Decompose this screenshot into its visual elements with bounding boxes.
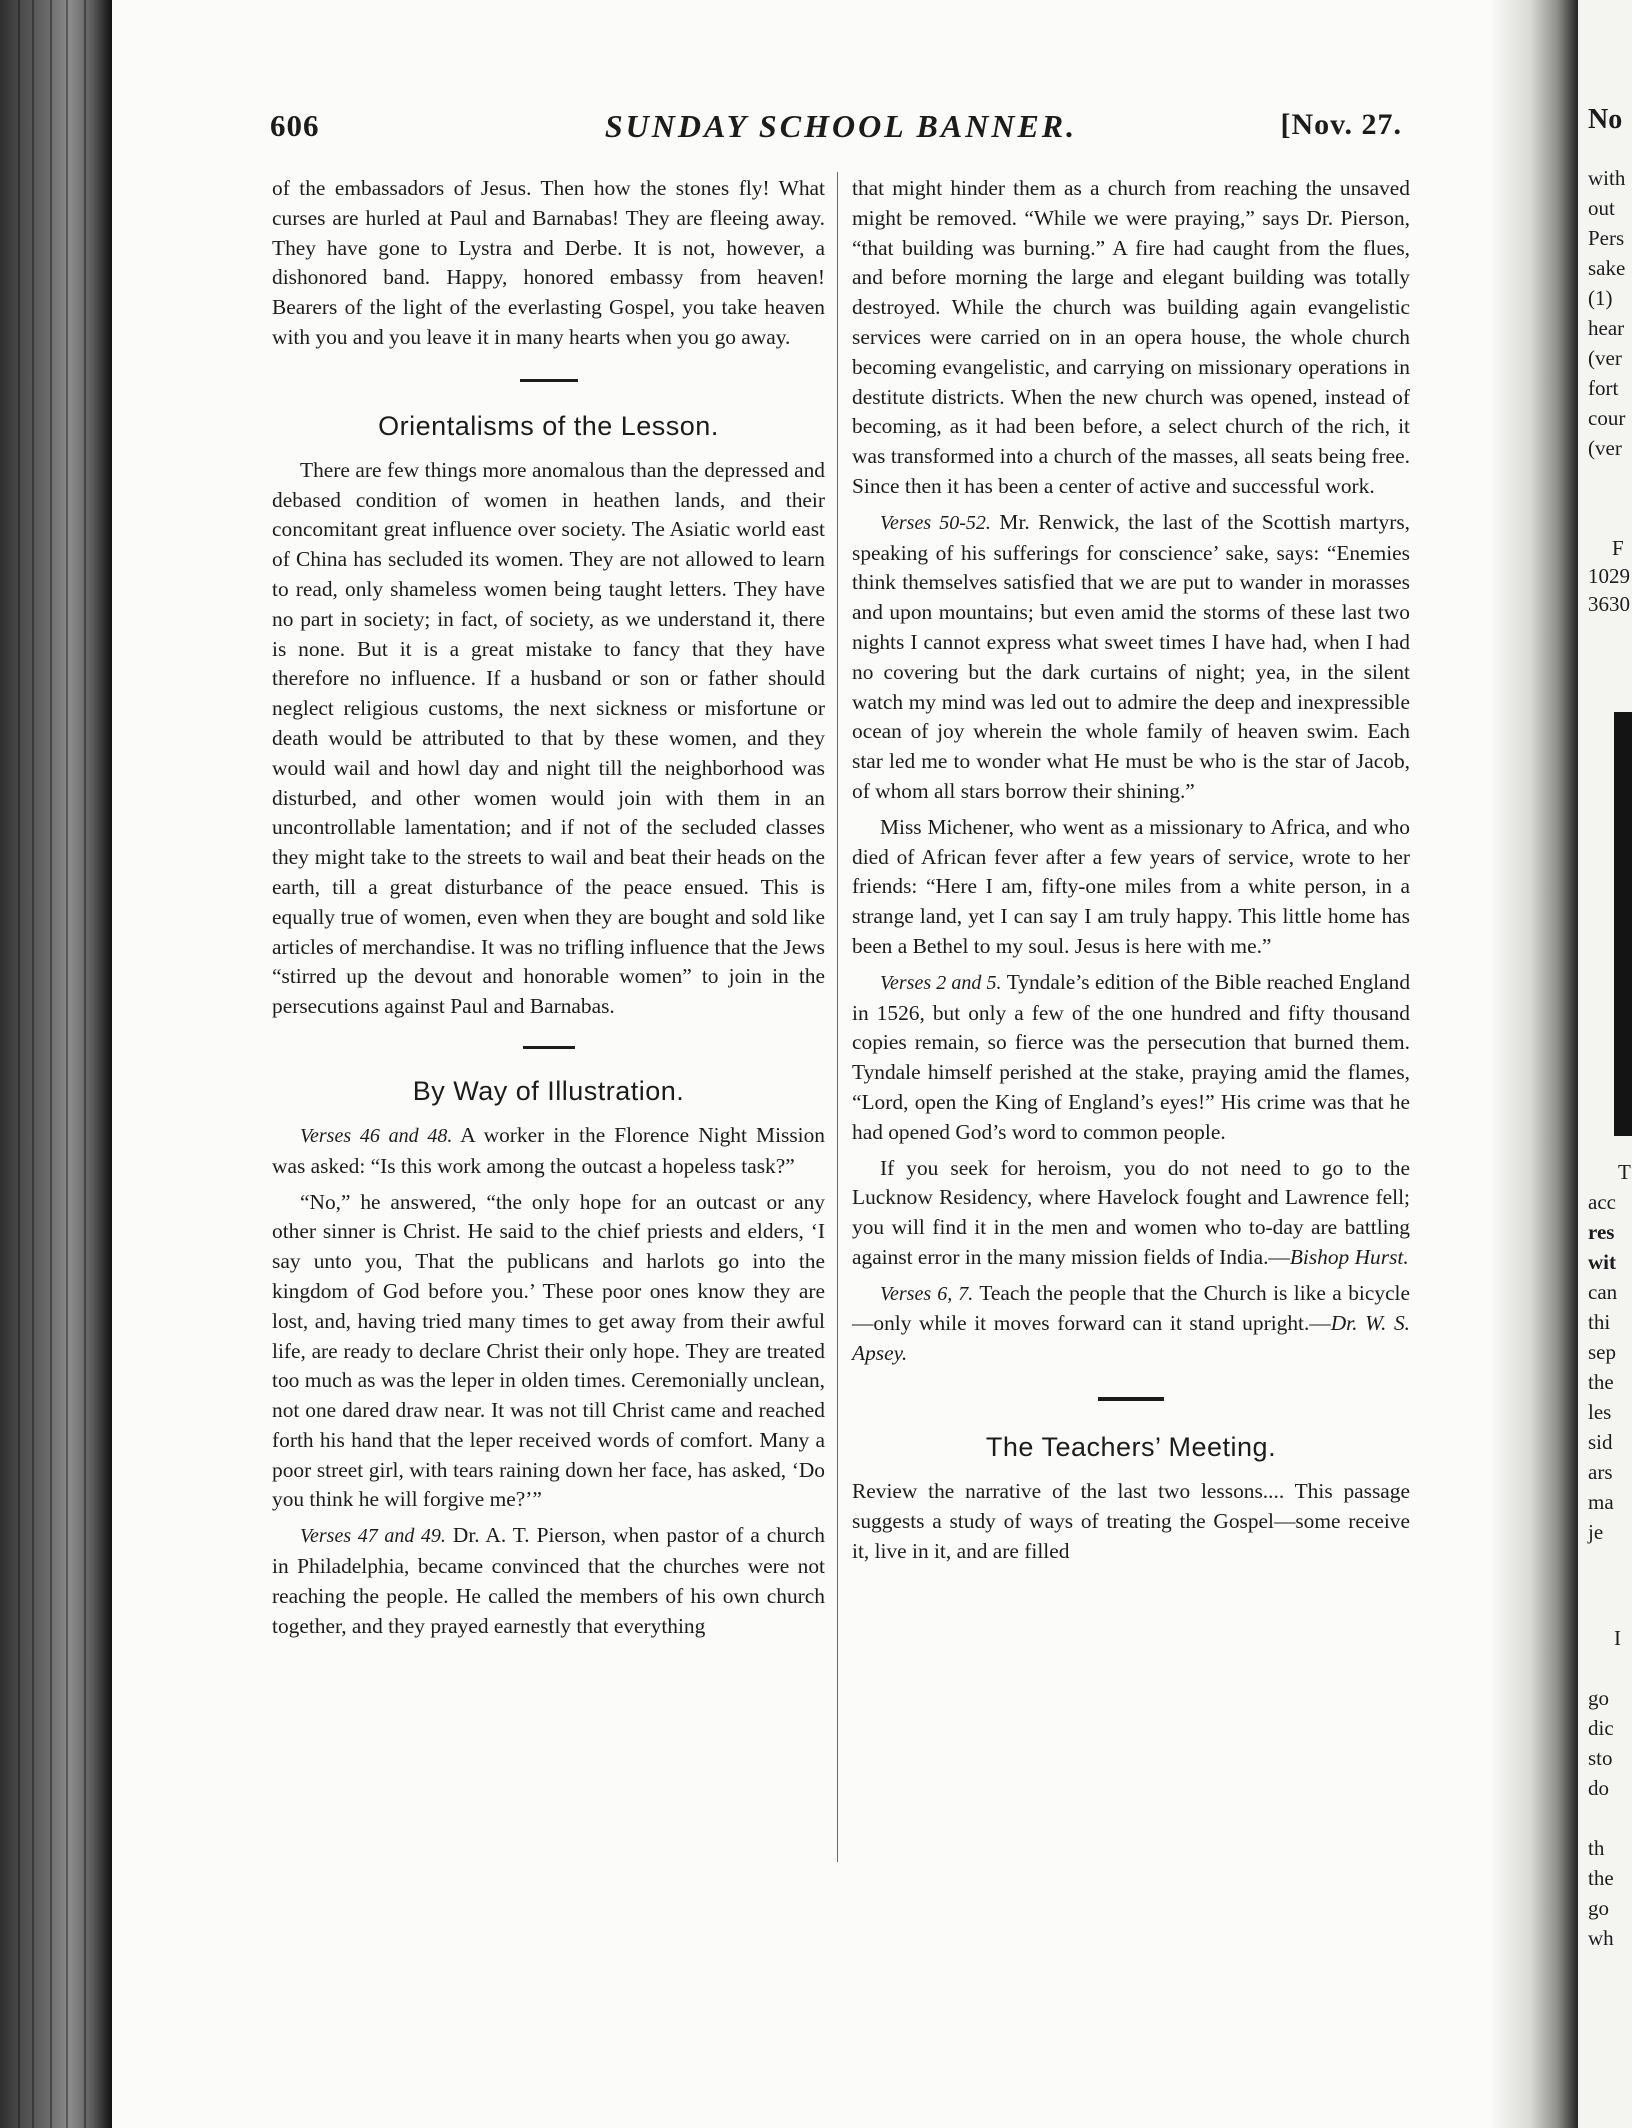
adjacent-text-fragment: th [1588,1836,1605,1860]
illustration-paragraph: Miss Michener, who went as a missionary to Africa, and who died of African fever after a few years of service, wrote to her friends: “Here I am, fifty-one miles from a white person, in a strange land, yet I can say I am truly happy. This little home has been a Bethel to my soul. Jesus is here with me.” [852,814,1410,958]
adjacent-text-fragment: sto [1588,1746,1613,1770]
adjacent-text-fragment: acc [1588,1190,1616,1214]
continuation-paragraph: that might hinder them as a church from reaching the unsaved might be removed. “While we were praying,” says Dr. Pierson, “that building was burning.” A fire had caught from the flues, and before morning the large and elegant building was totally destroyed. While the church was building again evangelistic services were carried on in an opera house, the whole church becoming evangelistic, and carrying on missionary operations in destitute districts. When the new church was opened, instead of becoming, as it had been before, a select church of the rich, it was transformed into a church of the masses, all seats being free. Since then it has been a center of active and successful work. [852,176,1410,498]
illustration-paragraph [852,508,1410,807]
paragraph-text: Mr. Renwick, the last of the Scottish martyrs, speaking of his sufferings for conscience’ sake, says: “Enemies think themselves satisfied that we are put to wander in morasses and upon mountains; but even amid the storms of these last two nights I cannot express what sweet times I have had, when I had no covering but the dark curtains of night; yea, in the silent watch my mind was led out to admire the deep and inexpressible ocean of joy wherein the whole family of heaven swim. Each star led me to wonder what He must be who is the star of Jacob, of whom all stars borrow their shining.” [852,509,1410,803]
journal-title: SUNDAY SCHOOL BANNER. [604,108,1078,144]
illustration-paragraph [852,968,1410,1148]
adjacent-text-fragment: cour [1588,406,1626,430]
intro-paragraph: of the embassadors of Jesus. Then how the stones fly! What curses are hurled at Paul and Barnabas! They are fleeing away. They have gone to Lystra and Derbe. It is not, however, a dishonored band. Happy, honored embassy from heaven! Bearers of the light of the everlasting Gospel, you take heaven with you and you leave it in many hearts when you go away. [272,176,825,349]
page-number: 606 [270,108,320,143]
paragraph-text: Dr. A. T. Pierson, when pastor of a church in Philadelphia, became convinced that the churches were not reaching the people. He called the members of his own church together, and they prayed earnestly that everything [272,1523,825,1638]
adjacent-text-fragment: do [1588,1776,1609,1800]
book-binding [0,0,112,2128]
teachers-meeting-heading: The Teachers’ Meeting. [985,1432,1277,1463]
adjacent-text-fragment: out [1588,196,1615,220]
paragraph-text: Teach the people that the Church is like a bicycle—only while it moves forward can it stand upright.— [852,1280,1410,1336]
adjacent-text-fragment: 3630 [1588,592,1630,616]
teachers-meeting-paragraph: Review the narrative of the last two lessons.... This passage suggests a study of ways of treating the Gospel—some receive it, live in it, and are filled [852,1479,1410,1563]
adjacent-text-fragment: can [1588,1280,1618,1304]
gutter-shadow [1490,0,1580,2128]
adjacent-page [1578,0,1632,2128]
adjacent-text-fragment: the [1588,1370,1614,1394]
adjacent-text-fragment: the [1588,1866,1614,1890]
left-column [272,174,825,1641]
verse-reference: Verses 6, 7. [880,1282,974,1305]
paragraph-text: If you seek for heroism, you do not need to go to the Lucknow Residency, where Havelock fought and Lawrence fell; you will find it in the men and women who to-day are battling against error in the many mission fields of India.— [852,1155,1410,1269]
adjacent-text-fragment: sake [1588,256,1626,280]
adjacent-text-fragment: res [1588,1220,1615,1244]
adjacent-text-fragment: je [1588,1520,1604,1544]
adjacent-text-fragment: les [1588,1400,1612,1424]
adjacent-text-fragment: F [1612,536,1624,560]
column-rule [837,172,838,1862]
illustration-paragraph [852,1154,1410,1273]
section-divider [523,1046,575,1049]
adjacent-text-fragment: T [1618,1160,1631,1184]
attribution: Dr. W. S. Apsey. [852,1311,1410,1366]
adjacent-text-fragment: (ver [1588,346,1622,370]
adjacent-text-fragment: dic [1588,1716,1614,1740]
right-column [852,174,1410,1566]
page-header [270,108,1412,154]
adjacent-text-fragment: Pers [1588,226,1625,250]
illustration-paragraph [852,1279,1410,1369]
paragraph-text: Tyndale’s edition of the Bible reached England in 1526, but only a few of the one hundred and fifty thousand copies remain, so fierce was the persecution that burned them. Tyndale himself perished at the stake, praying amid the flames, “Lord, open the King of England’s eyes!” His crime was that he had opened God’s word to common people. [852,969,1411,1144]
adjacent-text-fragment: go [1588,1686,1609,1710]
orientalisms-heading: Orientalisms of the Lesson. [378,410,719,441]
adjacent-text-fragment: with [1588,166,1626,190]
verse-reference: Verses 47 and 49. [300,1525,446,1548]
verse-reference: Verses 2 and 5. [880,971,1002,994]
adjacent-dark-block [1614,712,1632,1136]
section-divider [1098,1397,1164,1401]
paragraph-text: A worker in the Florence Night Mission was asked: “Is this work among the outcast a hopeless task?” [272,1122,825,1178]
adjacent-text-fragment: sep [1588,1340,1616,1364]
adjacent-text-fragment: I [1614,1626,1621,1650]
illustration-paragraph [272,1521,825,1641]
adjacent-text-fragment: sid [1588,1430,1613,1454]
illustration-paragraph [272,1121,825,1182]
verse-reference: Verses 50-52. [880,511,991,534]
attribution: Bishop Hurst. [1289,1244,1409,1269]
adjacent-text-fragment: thi [1588,1310,1611,1334]
adjacent-text-fragment: ars [1588,1460,1613,1484]
adjacent-text-fragment: 1029 [1588,564,1630,588]
illustration-heading: By Way of Illustration. [412,1075,685,1106]
adjacent-text-fragment: go [1588,1896,1609,1920]
adjacent-text-fragment: ma [1588,1490,1614,1514]
adjacent-text-fragment: (ver [1588,436,1622,460]
adjacent-text-fragment: hear [1588,316,1625,340]
verse-reference: Verses 46 and 48. [300,1124,453,1147]
illustration-paragraph: “No,” he answered, “the only hope for an outcast or any other sinner is Christ. He said to the chief priests and elders, ‘I say unto you, That the publicans and harlots go into the kingdom of God before you.’ These poor ones know they are lost, and, having tried many times to get away from their awful life, are ready to declare Christ their only hope. They are treated too much as was the leper in olden times. Ceremonially unclean, not one dared draw near. It was not till Christ came and reached forth his hand that the leper received words of comfort. Many a poor street girl, with tears raining down her face, has asked, ‘Do you think he will forgive me?’” [272,1189,825,1512]
adjacent-text-fragment: wit [1588,1250,1616,1274]
adjacent-text-fragment: wh [1588,1926,1614,1950]
orientalisms-paragraph: There are few things more anomalous than the depressed and debased condition of women in heathen lands, and their concomitant great influence over society. The Asiatic world east of China has secluded its women. They are not allowed to learn to read, only shameless women being taught letters. They have no part in society; in fact, of society, as we understand it, there is none. But it is a great mistake to fancy that they have therefore no influence. If a husband or son or father should neglect religious customs, the next sickness or misfortune or death would be attributed to that by these women, and they would wail and howl day and night till the neighborhood was disturbed, and other women would join with them in an uncontrollable lamentation; and if not of the secluded classes they might take to the streets to wail and beat their heads on the earth, till a great disturbance of the peace ensued. This is equally true of women, even when they are bought and sold like articles of merchandise. It was no trifling influence that the Jews “stirred up the devout and honorable women” to join in the persecutions against Paul and Barnabas. [272,457,826,1019]
section-divider [520,379,578,382]
adjacent-text-fragment: (1) [1588,286,1613,310]
adjacent-text-fragment: fort [1588,376,1619,400]
issue-date: [Nov. 27. [1280,108,1402,141]
adjacent-header: No [1588,104,1623,135]
